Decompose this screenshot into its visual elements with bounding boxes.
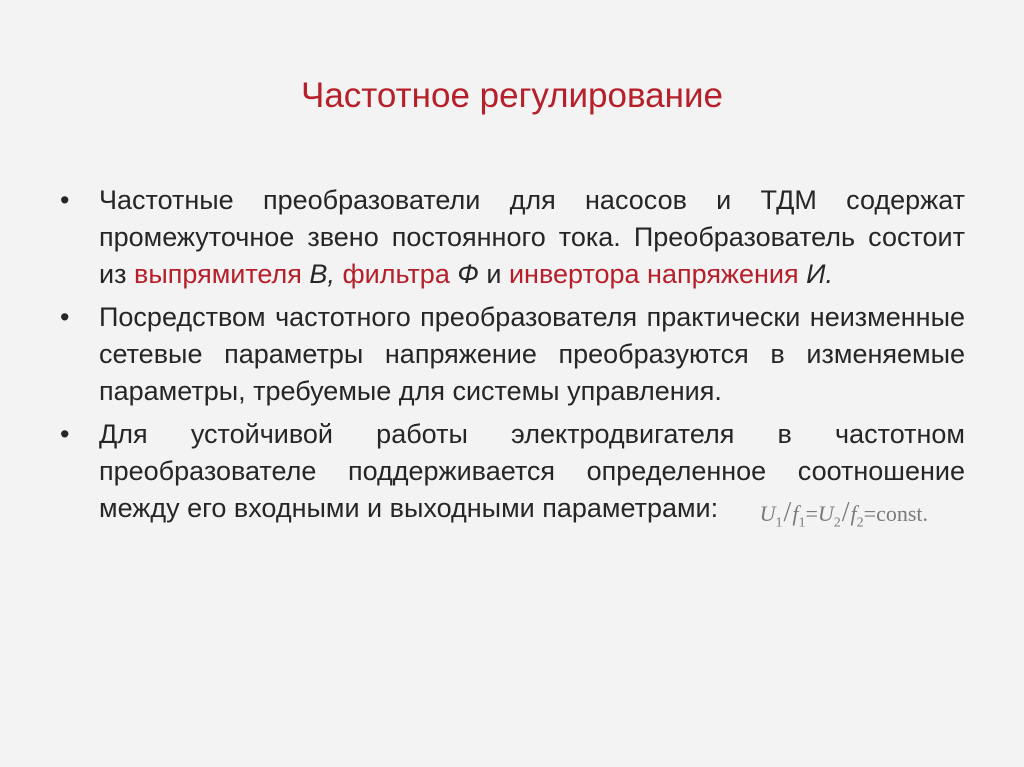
bullet-2-text: Посредством частотного преобразователя практически неизменные сетевые параметры напряжение преобразуются в изменяемые параметры, требуемые для системы управления.	[99, 302, 965, 406]
bullet-list	[60, 182, 965, 547]
bullet-dot: •	[60, 419, 70, 449]
term-inverter: инвертора напряжения	[508, 259, 799, 289]
symbol-f: Ф	[457, 259, 479, 289]
bullet-dot: •	[60, 185, 70, 215]
slide-title: Частотное регулирование	[301, 76, 723, 115]
bullet-item-3	[60, 416, 965, 541]
term-rectifier: выпрямителя	[133, 259, 302, 289]
term-filter: фильтра	[342, 259, 450, 289]
conjunction: и	[486, 259, 502, 289]
bullet-3-text: Для устойчивой работы электродвигателя в частотном преобразователе поддерживается определенное соотношение между его входными и выходными параметрами:	[99, 419, 965, 523]
bullet-1-text: Частотные преобразователи для насосов и ТДМ содержат промежуточное звено постоянного тока. Преобразователь состоит из	[99, 185, 965, 289]
bullet-item-2	[60, 299, 965, 410]
symbol-i: И.	[806, 259, 833, 289]
formula: $U_1/f_1=U_2/f_2=const$.	[759, 497, 929, 531]
bullet-dot: •	[60, 302, 70, 332]
bullet-item-1	[60, 182, 965, 293]
symbol-b: В,	[309, 259, 335, 289]
